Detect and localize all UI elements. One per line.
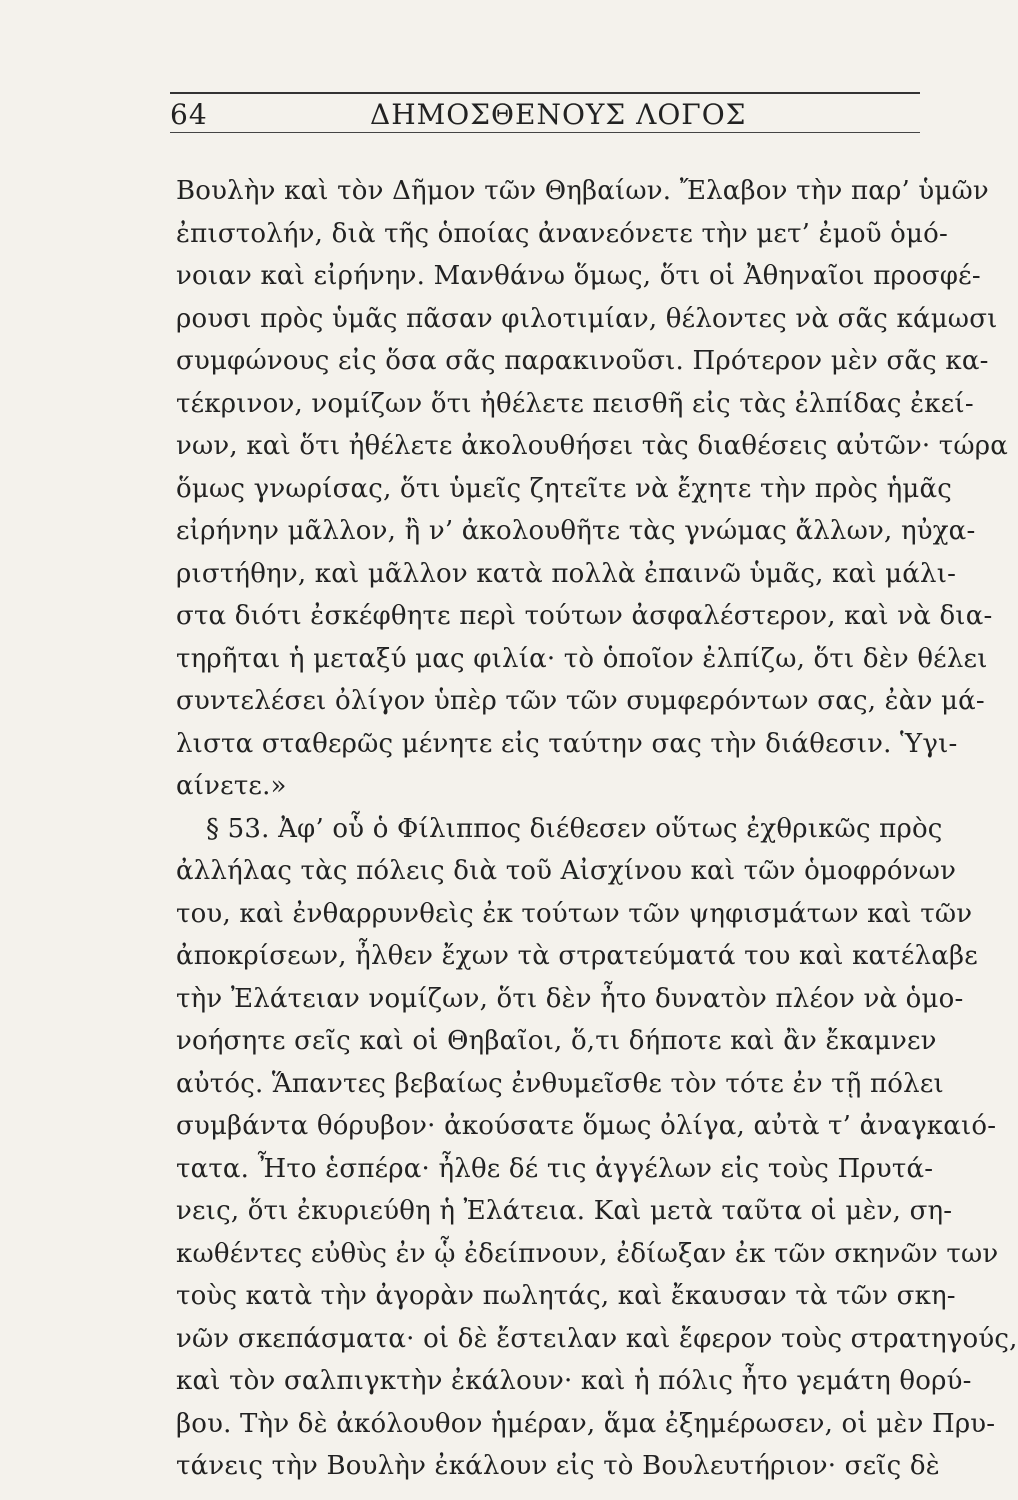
text-line: νων, καὶ ὅτι ἠθέλετε ἀκολουθήσει τὰς διαθέσεις αὐτῶν· τώρα [176, 431, 1009, 461]
text-line: στα διότι ἐσκέφθητε περὶ τούτων ἀσφαλέστερον, καὶ νὰ δια- [176, 601, 993, 631]
text-line: τάνεις τὴν Βουλὴν ἐκάλουν εἰς τὸ Βουλευτήριον· σεῖς δὲ [176, 1451, 940, 1481]
text-line: τατα. Ἦτο ἑσπέρα· ἦλθε δέ τις ἀγγέλων εἰς τοὺς Πρυτά- [176, 1153, 934, 1184]
text-line: νοήσητε σεῖς καὶ οἱ Θηβαῖοι, ὅ,τι δήποτε καὶ ἂν ἔκαμνεν [176, 1026, 937, 1056]
body-text [176, 170, 1018, 1488]
text-line: αίνετε.» [176, 771, 287, 801]
text-line: εἰρήνην μᾶλλον, ἢ ν’ ἀκολουθῆτε τὰς γνώμας ἄλλων, ηὐχα- [176, 516, 976, 546]
text-line: τοὺς κατὰ τὴν ἀγορὰν πωλητάς, καὶ ἔκαυσαν τὰ τῶν σκη- [176, 1281, 956, 1311]
text-line: αὐτός. Ἅπαντες βεβαίως ἐνθυμεῖσθε τὸν τότε ἐν τῇ πόλει [176, 1068, 944, 1099]
text-line: ρουσι πρὸς ὑμᾶς πᾶσαν φιλοτιμίαν, θέλοντες νὰ σᾶς κάμωσι [176, 303, 998, 334]
text-line: ἀποκρίσεων, ἦλθεν ἔχων τὰ στρατεύματά του καὶ κατέλαβε [176, 941, 978, 971]
text-line: ἀλλήλας τὰς πόλεις διὰ τοῦ Αἰσχίνου καὶ τῶν ὁμοφρόνων [176, 856, 957, 886]
text-line: ριστήθην, καὶ μᾶλλον κατὰ πολλὰ ἐπαινῶ ὑμᾶς, καὶ μάλι- [176, 558, 957, 589]
header-rule-bottom [170, 132, 920, 133]
text-line: ἐπιστολήν, διὰ τῆς ὁποίας ἀνανεόνετε τὴν μετ’ ἐμοῦ ὁμό- [176, 218, 948, 249]
text-line: λιστα σταθερῶς μένητε εἰς ταύτην σας τὴν διάθεσιν. Ὑγι- [176, 728, 958, 759]
header-rule-top [170, 92, 920, 94]
text-line: κωθέντες εὐθὺς ἐν ᾧ ἐδείπνουν, ἐδίωξαν ἐκ τῶν σκηνῶν των [176, 1238, 999, 1269]
page-number: 64 [170, 98, 208, 131]
text-line: νῶν σκεπάσματα· οἱ δὲ ἔστειλαν καὶ ἔφερον τοὺς στρατηγούς, [176, 1323, 1018, 1354]
text-line: τὴν Ἐλάτειαν νομίζων, ὅτι δὲν ἦτο δυνατὸν πλέον νὰ ὁμο- [176, 983, 964, 1014]
text-line: του, καὶ ἐνθαρρυνθεὶς ἐκ τούτων τῶν ψηφισμάτων καὶ τῶν [176, 898, 973, 929]
text-line: συμφώνους εἰς ὅσα σᾶς παρακινοῦσι. Πρότερον μὲν σᾶς κα- [176, 346, 989, 376]
text-line: συμβάντα θόρυβον· ἀκούσατε ὅμως ὀλίγα, αὐτὰ τ’ ἀναγκαιό- [176, 1111, 997, 1141]
text-line: ὅμως γνωρίσας, ὅτι ὑμεῖς ζητεῖτε νὰ ἔχητε τὴν πρὸς ἡμᾶς [176, 473, 953, 504]
text-line: συντελέσει ὀλίγον ὑπὲρ τῶν τῶν συμφερόντων σας, ἐὰν μά- [176, 686, 985, 716]
text-line: τηρῆται ἡ μεταξύ μας φιλία· τὸ ὁποῖον ἐλπίζω, ὅτι δὲν θέλει [176, 643, 988, 674]
text-line: βου. Τὴν δὲ ἀκόλουθον ἡμέραν, ἅμα ἐξημέρωσεν, οἱ μὲν Πρυ- [176, 1408, 996, 1439]
text-line: νεις, ὅτι ἐκυριεύθη ἡ Ἐλάτεια. Καὶ μετὰ ταῦτα οἱ μὲν, ση- [176, 1196, 953, 1226]
running-header [170, 92, 920, 132]
running-title: ΔΗΜΟΣΘΕΝΟΥΣ ΛΟΓΟΣ [370, 98, 747, 131]
text-line: καὶ τὸν σαλπιγκτὴν ἐκάλουν· καὶ ἡ πόλις ἦτο γεμάτη θορύ- [176, 1366, 972, 1396]
text-line: Βουλὴν καὶ τὸν Δῆμον τῶν Θηβαίων. Ἔλαβον τὴν παρ’ ὑμῶν [176, 176, 989, 206]
section-start-line: § 53. Ἀφ’ οὗ ὁ Φίλιππος διέθεσεν οὕτως ἐχθρικῶς πρὸς [206, 813, 943, 844]
text-line: νοιαν καὶ εἰρήνην. Μανθάνω ὅμως, ὅτι οἱ Ἀθηναῖοι προσφέ- [176, 261, 981, 291]
text-line: τέκρινον, νομίζων ὅτι ἠθέλετε πεισθῆ εἰς τὰς ἐλπίδας ἐκεί- [176, 388, 974, 419]
